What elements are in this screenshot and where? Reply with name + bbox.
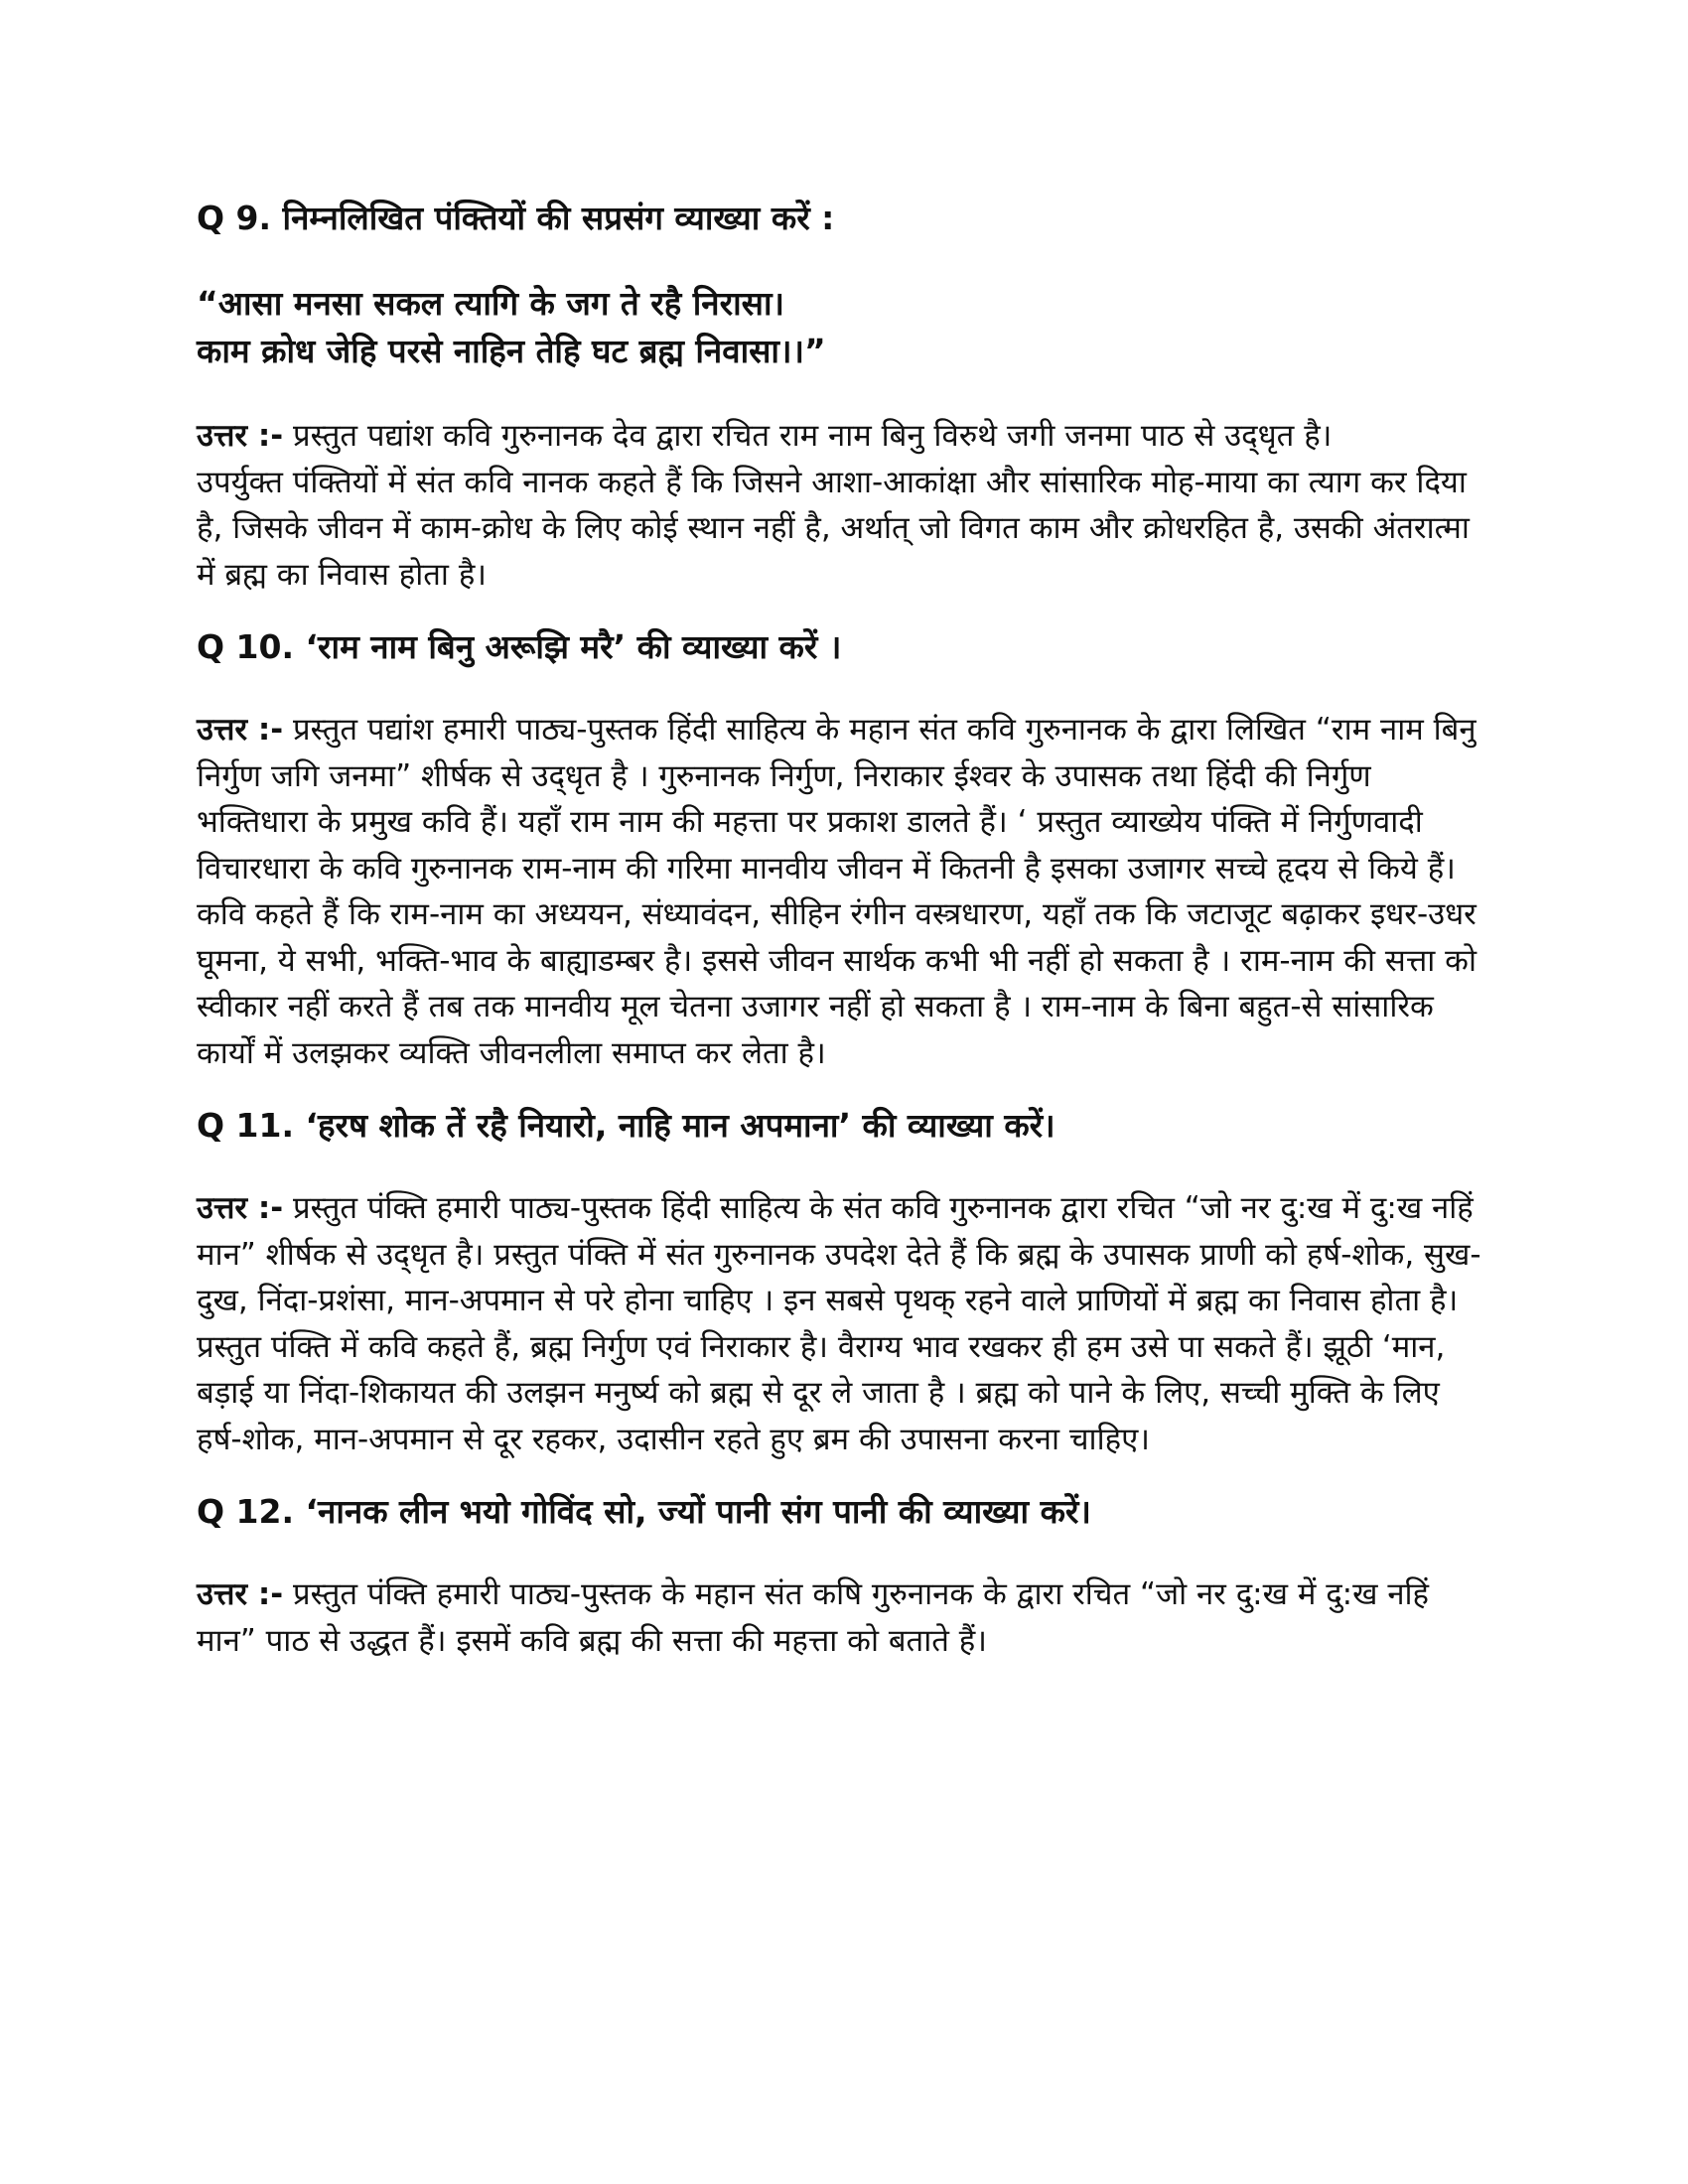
question-9-heading: Q 9. निम्नलिखित पंक्तियों की सप्रसंग व्याख्या करें :: [197, 199, 835, 237]
answer-text: प्रस्तुत पद्यांश हमारी पाठ्य-पुस्तक हिंदी साहित्य के महान संत कवि गुरुनानक के द्वारा लिखित “राम नाम बिनु निर्गुण जगि जनमा” शीर्षक से उद्‌धृत है । गुरुनानक निर्गुण, निराकार ईश्वर के उपासक तथा हिंदी की निर्गुण भक्तिधारा के प्रमुख कवि हैं। यहाँ राम नाम की महत्ता पर प्रकाश डालते हैं। ‘ प्रस्तुत व्याख्येय पंक्ति में निर्गुणवादी विचारधारा के कवि गुरुनानक राम-नाम की गरिमा मानवीय जीवन में कितनी है इसका उजागर सच्चे हृदय से किये हैं। कवि कहते हैं कि राम-नाम का अध्ययन, संध्यावंदन, सीहिन रंगीन वस्त्रधारण, यहाँ तक कि जटाजूट बढ़ाकर इधर-उधर घूमना, ये सभी, भक्ति-भाव के बाह्याडम्बर है। इससे जीवन सार्थक कभी भी नहीं हो सकता है । राम-नाम की सत्ता को स्वीकार नहीं करते हैं तब तक मानवीय मूल चेतना उजागर नहीं हो सकता है । राम-नाम के बिना बहुत-से सांसारिक कार्यों में उलझकर व्यक्ति जीवनलीला समाप्त कर लेता है।: [197, 712, 1477, 1071]
question-9-answer-paragraph-2: उपर्युक्त पंक्तियों में संत कवि नानक कहते हैं कि जिसने आशा-आकांक्षा और सांसारिक मोह-माया का त्याग कर दिया है, जिसके जीवन में काम-क्रोध के लिए कोई स्थान नहीं है, अर्थात् जो विगत काम और क्रोधरहित है, उसकी अंतरात्मा में ब्रह्म का निवास होता है।: [197, 464, 1470, 593]
question-10-answer-paragraph-1: [197, 707, 1487, 1076]
question-12-heading: Q 12. ‘नानक लीन भयो गोविंद सो, ज्यों पानी संग पानी की व्याख्या करें।: [197, 1492, 1091, 1531]
question-11-answer-paragraph-1: [197, 1185, 1487, 1324]
question-9-quote-line-1: “आसा मनसा सकल त्यागि के जग ते रहै निरासा।: [197, 284, 784, 323]
answer-label: उत्तर :-: [197, 1576, 284, 1612]
question-9-answer-paragraph-1: [197, 413, 1487, 460]
document-page: [197, 195, 1487, 1664]
question-10-heading: Q 10. ‘राम नाम बिनु अरूझि मरै’ की व्याख्या करें ।: [197, 627, 842, 666]
question-12-answer-paragraph-1: [197, 1571, 1487, 1664]
answer-text: प्रस्तुत पंक्ति हमारी पाठ्य-पुस्तक के महान संत कषि गुरुनानक के द्वारा रचित “जो नर दु:ख में दु:ख नहिं मान” पाठ से उद्धत हैं। इसमें कवि ब्रह्म की सत्ता की महत्ता को बताते हैं।: [197, 1576, 1430, 1659]
answer-text: प्रस्तुत पंक्ति हमारी पाठ्य-पुस्तक हिंदी साहित्य के संत कवि गुरुनानक द्वारा रचित “जो नर दु:ख में दु:ख नहिं मान” शीर्षक से उद्‌धृत है। प्रस्तुत पंक्ति में संत गुरुनानक उपदेश देते हैं कि ब्रह्म के उपासक प्राणी को हर्ष-शोक, सुख-दुख, निंदा-प्रशंसा, मान-अपमान से परे होना चाहिए । इन सबसे पृथक् रहने वाले प्राणियों में ब्रह्म का निवास होता है।: [197, 1190, 1481, 1318]
answer-label: उत्तर :-: [197, 712, 284, 748]
question-9-quote-line-2: काम क्रोध जेहि परसे नाहिन तेहि घट ब्रह्म निवासा।।”: [197, 332, 826, 370]
answer-text: प्रस्तुत पद्यांश कवि गुरुनानक देव द्वारा रचित राम नाम बिनु विरुथे जगी जनमा पाठ से उद्‌धृत है।: [293, 418, 1333, 454]
answer-label: उत्तर :-: [197, 418, 284, 454]
answer-label: उत्तर :-: [197, 1190, 284, 1226]
question-11-heading: Q 11. ‘हरष शोक तें रहै नियारो, नाहि मान अपमाना’ की व्याख्या करें।: [197, 1106, 1055, 1145]
question-11-answer-paragraph-2: प्रस्तुत पंक्ति में कवि कहते हैं, ब्रह्म निर्गुण एवं निराकार है। वैराग्य भाव रखकर ही हम उसे पा सकते हैं। झूठी ‘मान, बड़ाई या निंदा-शिकायत की उलझन मनुर्ष्य को ब्रह्म से दूर ले जाता है । ब्रह्म को पाने के लिए, सच्ची मुक्ति के लिए हर्ष-शोक, मान-अपमान से दूर रहकर, उदासीन रहते हुए ब्रम की उपासना करना चाहिए।: [197, 1328, 1446, 1457]
